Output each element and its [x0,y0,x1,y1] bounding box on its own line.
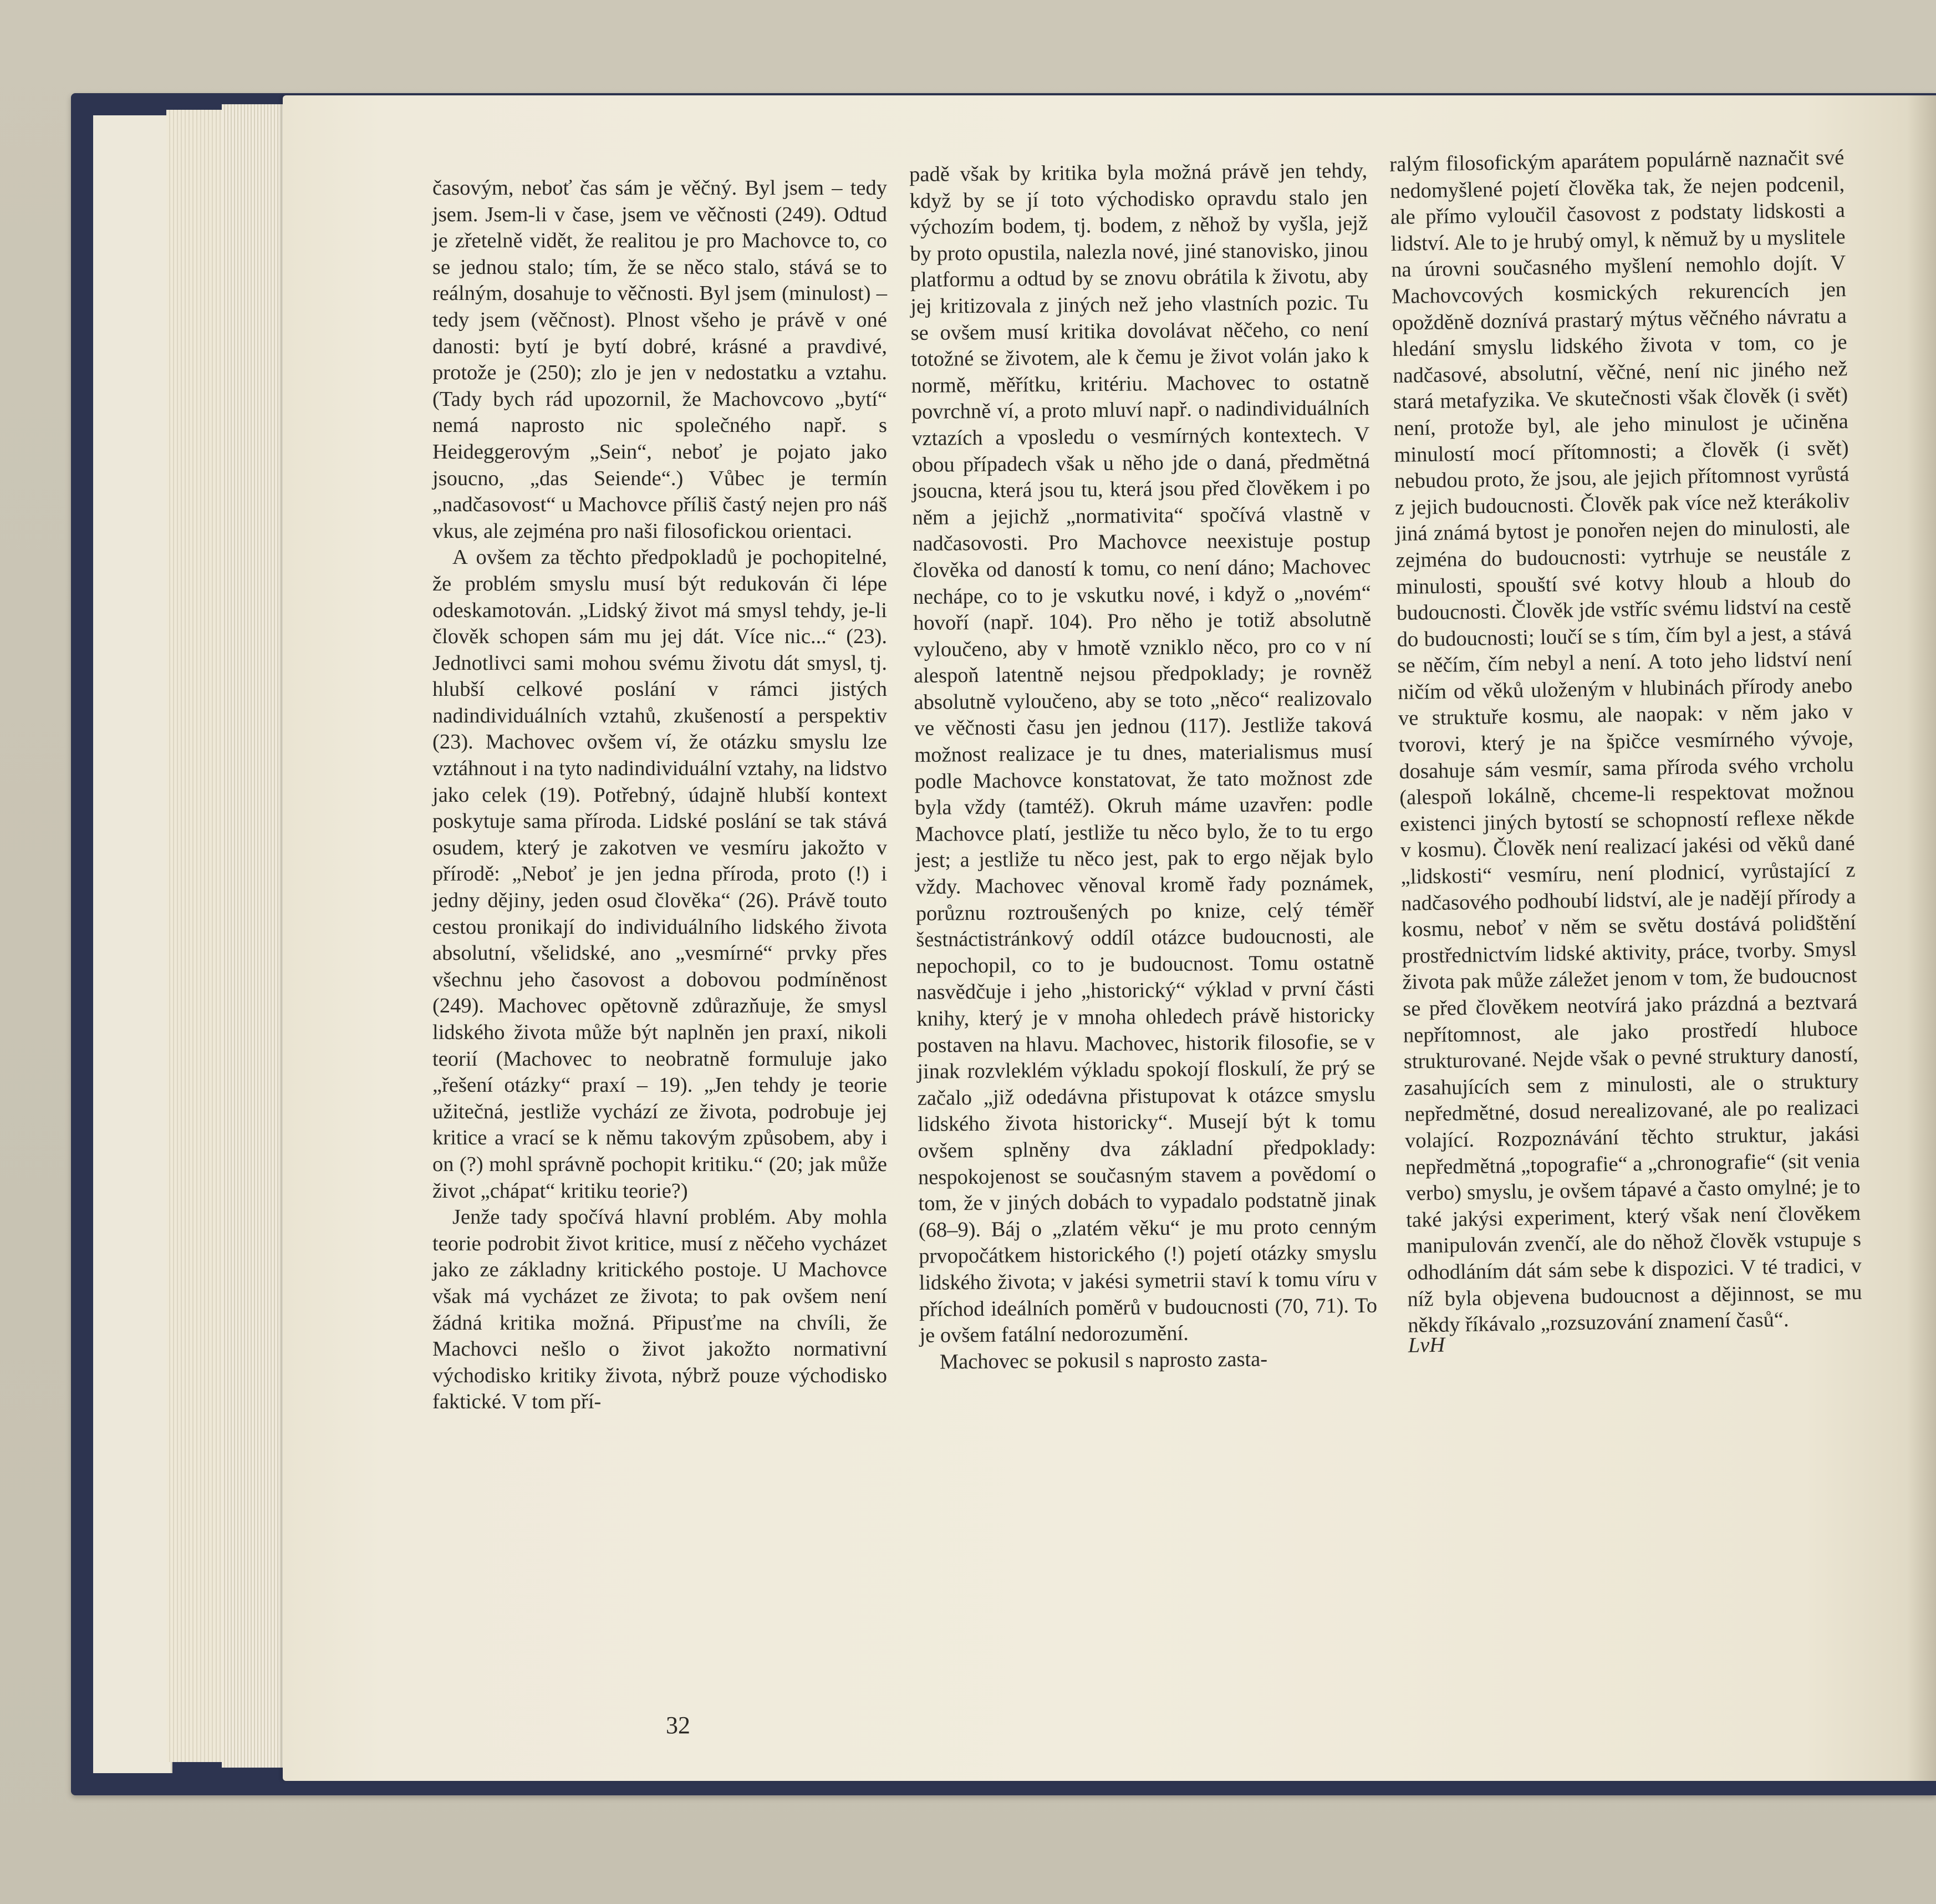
paragraph: A ovšem za těchto předpokladů je pochopitelné, že problém smyslu musí být redukován či lépe odeskamotován. „Lidský život má smysl tehdy, je-li člověk schopen sám mu jej dát. Více nic...“ (23). Jednotlivci sami mohou svému životu dát smysl, tj. hlubší celkové poslání v rámci jistých nadindividuálních vztahů, zkušeností a perspektiv (23). Machovec ovšem ví, že otázku smyslu lze vztáhnout i na tyto nadindividuální vztahy, na lidstvo jako celek (19). Potřebný, údajně hlubší kontext poskytuje sama příroda. Lidské poslání se tak stává osudem, který je zakotven ve vesmíru jakožto v přírodě: „Neboť je jen jedna příroda, proto (!) i jedny dějiny, jeden osud člověka“ (26). Právě touto cestou pronikají do individuálního lidského života absolutní, všelidské, ano „vesmírné“ prvky přes všechnu jeho časovost a dobovou podmíněnost (249). Machovec opětovně zdůrazňuje, že smysl lidského života může být naplněn jen praxí, nikoli teorií (Machovec to neobratně formuluje jako „řešení otázky“ praxí – 19). „Jen tehdy je teorie užitečná, jestliže vychází ze života, podrobuje jej kritice a vrací se k němu takovým způsobem, aby i on (?) mohl správně pochopit kritiku.“ (20; jak může život „chápat“ kritiku teorie?) [432,546,887,1203]
paragraph: časovým, neboť čas sám je věčný. Byl jsem – tedy jsem. Jsem-li v čase, jsem ve věčnosti (249). Odtud je zřetelně vidět, že realitou je pro Machovce to, co se jednou stalo; tím, že se něco stalo, stává se to reálným, dosahuje to věčnosti. Byl jsem (minulost) – tedy jsem (věčnost). Plnost všeho je právě v oné danosti: bytí je bytí dobré, krásné a pravdivé, protože je (250); zlo je jen v nedostatku a vztahu. (Tady bych rád upozornil, že Machovcovo „bytí“ nemá naprosto nic společného např. s Heideggerovým „Sein“, neboť je pojato jako jsoucno, „das Seiende“.) Vůbec je termín „nadčasovost“ u Machovce příliš častý nejen pro náš vkus, ale zejména pro naši filosofickou orientaci. [432,176,887,543]
paragraph: ralým filosofickým aparátem populárně naznačit své nedomyšlené pojetí člověka tak, že nejen podcenil, ale přímo vyloučil časovost z podstaty lidskosti a lidství. Ale to je hrubý omyl, k němuž by u myslitele na úrovni současného myšlení nemohlo dojít. V Machovcových kosmických rekurencích jen opožděně doznívá prastarý mýtus věčného návratu a hledání smyslu lidského života v tom, co je nadčasové, absolutní, věčné, není nic jiného než stará metafyzika. Ve skutečnosti však člověk (i svět) není, protože byl, ale jeho minulost je učiněna minulostí mocí přítomnosti; a člověk (i svět) nebudou proto, že jsou, ale jejich přítomnost vyrůstá z jejich budoucnosti. Člověk pak více než kterákoliv jiná známá bytost je ponořen nejen do minulosti, ale zejména do budoucnosti: vytrhuje se neustále z minulosti, spouští své kotvy hloub a hloub do budoucnosti. Člověk jde vstříc svému lidství na cestě do budoucnosti; loučí se s tím, čím byl a jest, a stává se něčím, čím nebyl a není. A toto jeho lidství není ničím od věků uloženým v hlubinách přírody anebo ve struktuře kosmu, ale naopak: v něm jako v tvorovi, který je na špičce vesmírného vývoje, dosahuje sám vesmír, sama příroda svého vrcholu (alespoň lokálně, chceme-li respektovat možnou existenci jiných bytostí se schopností reflexe někde v kosmu). Člověk není realizací jakési od věků dané „lidskosti“ vesmíru, není plodnicí, vyrůstající z nadčasového podhoubí lidství, ale je nadějí přírody a kosmu, neboť v něm se světu dostává polidštění prostřednictvím lidské aktivity, práce, tvorby. Smysl života pak může záležet jenom v tom, že budoucnost se před člověkem neotvírá jako prázdná a beztvará nepřítomnost, ale jako prostředí hluboce strukturované. Nejde však o pevné struktury daností, zasahujících sem z minulosti, ale o struktury nepředmětné, dosud nerealizované, ale po realizaci volající. Rozpoznávání těchto struktur, jakási nepředmětná „topografie“ a „chronografie“ (sit venia verbo) smyslu, je ovšem tápavé a často omylné; je to také jakýsi experiment, který však není člověkem manipulován zvenčí, ale do něhož člověk vstupuje s odhodláním dát sám sebe k dispozici. V té tradici, v níž byla objevena budoucnost a dějinnost, se mu někdy říkávalo „rozsuzování znamení časů“. [1389,146,1862,1337]
text-column-middle [909,158,1378,1376]
text-column-left [432,175,887,1416]
gutter-shadow [1907,95,1936,1781]
page-number: 32 [666,1712,690,1739]
author-signature: LvH [1408,1333,1445,1357]
text-column-right [1389,145,1863,1359]
paragraph: Machovec se pokusil s naprosto zasta- [939,1347,1268,1374]
book-block-edge [93,115,172,1773]
paragraph: padě však by kritika byla možná právě jen tehdy, když by se jí toto východisko opravdu stalo jen výchozím bodem, tj. bodem, z něhož by vyšla, jejž by proto opustila, nalezla nové, jiné stanovisko, jinou platformu a odtud by se znovu obrátila k životu, aby jej kritizovala z jiných než jeho vlastních pozic. Tu se ovšem musí kritika dovolávat něčeho, co není totožné se životem, ale k čemu je život volán jako k normě, měřítku, kritériu. Machovec to ostatně povrchně ví, a proto mluví např. o nadindividuálních vztazích a vposledu o vesmírných kontextech. V obou případech však u něho jde o daná, předmětná jsoucna, která jsou tu, která jsou před člověkem i po něm a jejichž „normativita“ spočívá vlastně v nadčasovosti. Pro Machovce neexistuje postup člověka od daností k tomu, co není dáno; Machovec nechápe, co to je vskutku nové, i když o „novém“ hovoří (např. 104). Pro něho je totiž absolutně vyloučeno, aby v hmotě vzniklo něco, pro co v ní alespoň latentně nejsou předpoklady; je rovněž absolutně vyloučeno, aby se toto „něco“ realizovalo ve věčnosti času jen jednou (117). Jestliže taková možnost realizace je tu dnes, materialismus musí podle Machovce konstatovat, že tato možnost zde byla vždy (tamtéž). Okruh máme uzavřen: podle Machovce platí, jestliže tu něco bylo, že to tu ergo jest; a jestliže tu něco jest, pak to ergo nějak bylo vždy. Machovec věnoval kromě řady poznámek, porůznu roztroušených po knize, celý téměř šestnáctistránkový oddíl otázce budoucnosti, ale nepochopil, co to je budoucnost. Tomu ostatně nasvědčuje i jeho „historický“ výklad v první části knihy, který je v mnoha ohledech právě historicky postaven na hlavu. Machovec, historik filosofie, se v jinak rozvleklém výkladu spokojí floskulí, že prý se začalo „již odedávna přistupovat k otázce smyslu lidského života historicky“. Musejí být k tomu ovšem splněny dva základní předpoklady: nespokojenost se současným stavem a povědomí o tom, že v jiných dobách to vypadalo podstatně jinak (68–9). Báj o „zlatém věku“ je mu proto cenným prvopočátkem historického (!) pojetí otázky smyslu lidského života; v jakési symetrii staví k tomu víru v příchod ideálních poměrů v budoucnosti (70, 71). To je ovšem fatální nedorozumění. [909,159,1378,1348]
paragraph: Jenže tady spočívá hlavní problém. Aby mohla teorie podrobit život kritice, musí z něčeho vycházet jako ze základny kritického postoje. U Machovce však má vycházet ze života; to pak ovšem není žádná kritika možná. Připusťme na chvíli, že Machovci nešlo o život jakožto normativní východisko kritiky života, nýbrž pouze východisko faktické. V tom pří- [432,1205,887,1414]
